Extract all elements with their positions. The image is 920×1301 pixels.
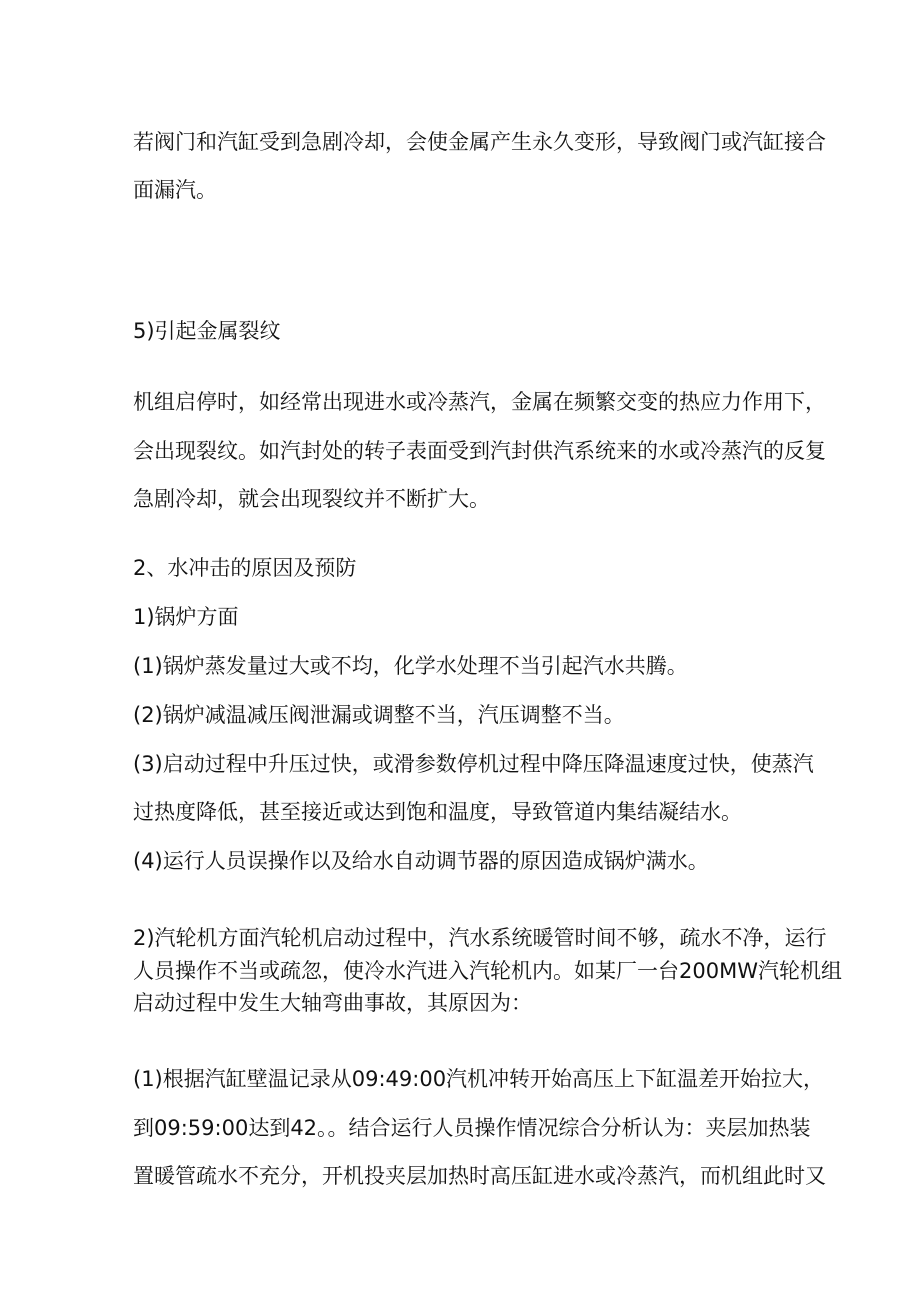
list-item-continuation: 过热度降低，甚至接近或达到饱和温度，导致管道内集结凝结水。	[133, 800, 742, 824]
section-heading: 5)引起金属裂纹	[133, 319, 281, 343]
list-item: (2)锅炉减温减压阀泄漏或调整不当，汽压调整不当。	[133, 703, 625, 727]
list-item-continuation: 置暖管疏水不充分，开机投夹层加热时高压缸进水或冷蒸汽，而机组此时又	[133, 1164, 826, 1188]
paragraph-line: 机组启停时，如经常出现进水或冷蒸汽，金属在频繁交变的热应力作用下，	[133, 390, 826, 414]
paragraph-line: 急剧冷却，就会出现裂纹并不断扩大。	[133, 487, 490, 511]
subsection-heading: 1)锅炉方面	[133, 605, 239, 629]
list-item-continuation: 到09:59:00达到42。。结合运行人员操作情况综合分析认为：夹层加热装	[133, 1116, 811, 1140]
paragraph-line: 2)汽轮机方面汽轮机启动过程中，汽水系统暖管时间不够，疏水不净，运行	[133, 926, 827, 950]
paragraph-line: 会出现裂纹。如汽封处的转子表面受到汽封供汽系统来的水或冷蒸汽的反复	[133, 439, 826, 463]
paragraph-line: 面漏汽。	[133, 178, 217, 202]
list-item: (3)启动过程中升压过快，或滑参数停机过程中降压降温速度过快，使蒸汽	[133, 752, 814, 776]
paragraph-line: 启动过程中发生大轴弯曲事故，其原因为：	[133, 991, 532, 1015]
list-item: (4)运行人员误操作以及给水自动调节器的原因造成锅炉满水。	[133, 849, 709, 873]
paragraph-line: 人员操作不当或疏忽，使冷水汽进入汽轮机内。如某厂一台200MW汽轮机组	[133, 959, 842, 983]
paragraph-line: 若阀门和汽缸受到急剧冷却，会使金属产生永久变形，导致阀门或汽缸接合	[133, 130, 826, 154]
list-item: (1)锅炉蒸发量过大或不均，化学水处理不当引起汽水共腾。	[133, 654, 688, 678]
section-heading: 2、水冲击的原因及预防	[133, 556, 357, 580]
list-item: (1)根据汽缸壁温记录从09:49:00汽机冲转开始高压上下缸温差开始拉大，	[133, 1067, 825, 1091]
